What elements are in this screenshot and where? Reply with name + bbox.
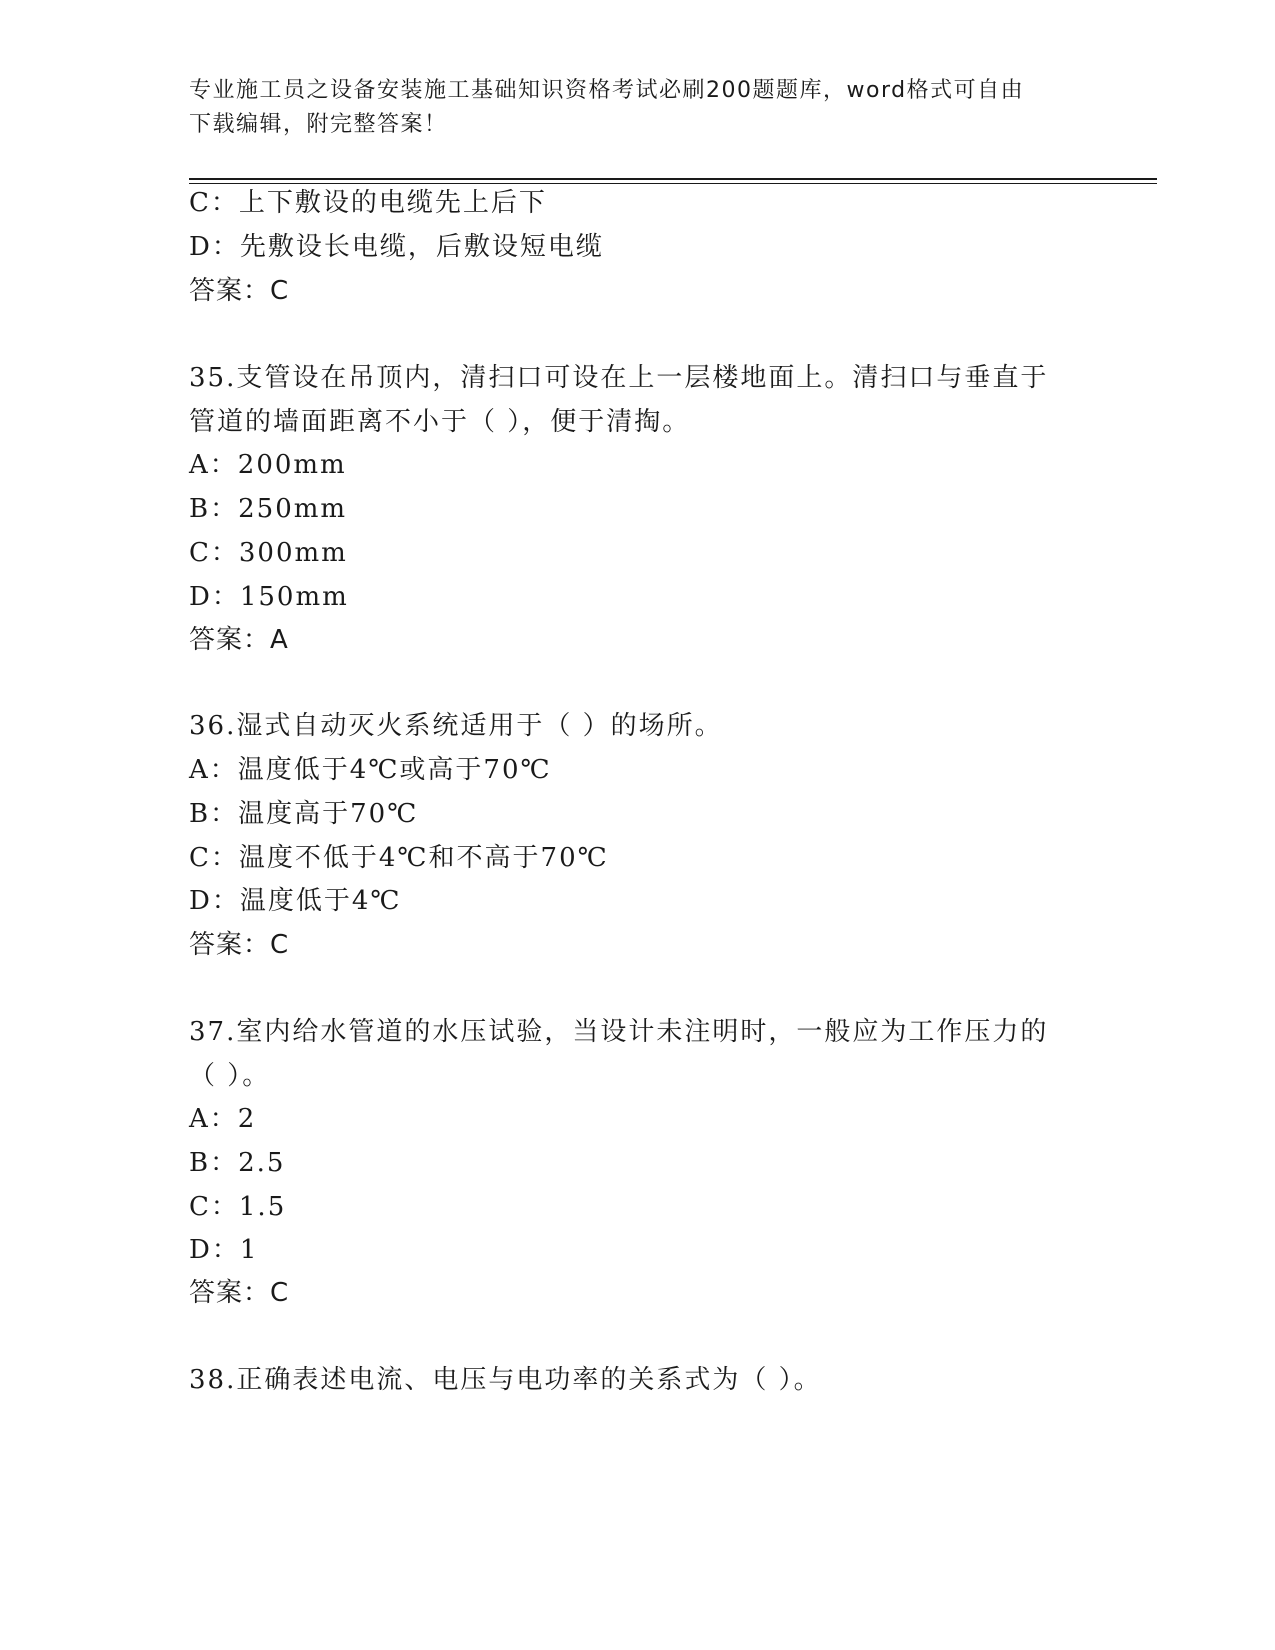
prev-option-d: D：先敷设长电缆，后敷设短电缆 (189, 232, 604, 262)
q35-option-a: A：200mm (189, 450, 347, 480)
q36-option-d: D：温度低于4℃ (189, 886, 402, 916)
q36-stem: 36.湿式自动灭火系统适用于（ ）的场所。 (189, 711, 723, 741)
header-divider-thin (189, 183, 1157, 184)
header-line-2: 下载编辑，附完整答案！ (189, 112, 448, 137)
q38-stem: 38.正确表述电流、电压与电功率的关系式为（ ）。 (189, 1365, 822, 1395)
q37-stem-line-1: 37.室内给水管道的水压试验，当设计未注明时，一般应为工作压力的 (189, 1017, 1049, 1047)
q37-option-c: C：1.5 (189, 1192, 287, 1222)
q37-option-b: B：2.5 (189, 1148, 286, 1178)
q37-stem-line-2: （ ）。 (189, 1061, 271, 1091)
q35-option-b: B：250mm (189, 494, 348, 524)
q36-answer: 答案：C (189, 930, 290, 960)
q35-option-d: D：150mm (189, 582, 349, 612)
header-divider-thick (189, 178, 1157, 180)
document-header (189, 74, 1089, 142)
q37-option-d: D：1 (189, 1235, 259, 1265)
q35-stem-line-1: 35.支管设在吊顶内，清扫口可设在上一层楼地面上。清扫口与垂直于 (189, 363, 1049, 393)
q35-option-c: C：300mm (189, 538, 348, 568)
q36-option-b: B：温度高于70℃ (189, 799, 419, 829)
prev-answer: 答案：C (189, 276, 290, 306)
q35-stem-line-2: 管道的墙面距离不小于（ ），便于清掏。 (189, 407, 691, 437)
q36-option-a: A：温度低于4℃或高于70℃ (189, 755, 552, 785)
q37-answer: 答案：C (189, 1278, 290, 1308)
prev-option-c: C：上下敷设的电缆先上后下 (189, 188, 547, 218)
header-line-1: 专业施工员之设备安装施工基础知识资格考试必刷200题题库，word格式可自由 (189, 78, 1025, 103)
q37-option-a: A：2 (189, 1104, 257, 1134)
q35-answer: 答案：A (189, 625, 289, 655)
q36-option-c: C：温度不低于4℃和不高于70℃ (189, 843, 609, 873)
